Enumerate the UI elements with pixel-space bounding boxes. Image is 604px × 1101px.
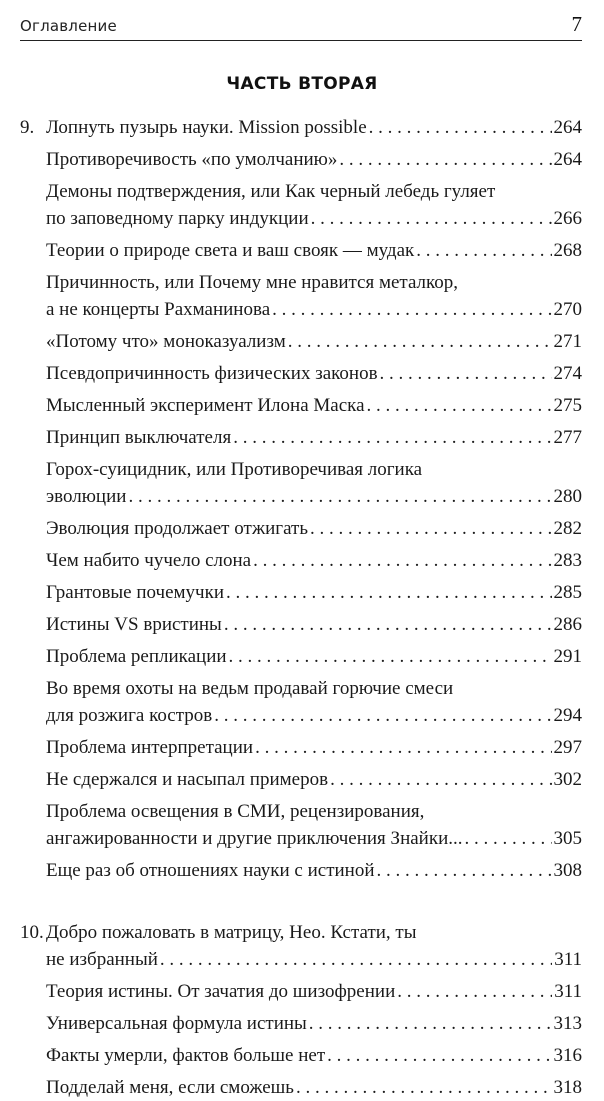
toc-entry <box>20 237 582 264</box>
toc-entry <box>20 857 582 884</box>
toc-entry <box>20 978 582 1005</box>
toc-entry-title-line: Во время охоты на ведьм продавай горючие смеси <box>46 678 454 699</box>
toc-entry <box>20 328 582 355</box>
dot-leader <box>310 515 552 542</box>
toc-entry-leader-row <box>46 611 582 638</box>
toc-entry-title-line: Теории о природе света и ваш свояк — мудак <box>46 240 415 261</box>
toc-page-number: 294 <box>553 705 582 726</box>
toc-entry-leader-row <box>46 825 582 852</box>
dot-leader <box>233 424 551 451</box>
toc-entry-title-line: Подделай меня, если сможешь <box>46 1077 294 1098</box>
toc-page-number: 285 <box>553 582 582 603</box>
dot-leader <box>377 857 552 884</box>
toc-entry-leader-row <box>46 766 582 793</box>
chapter-number: 10. <box>20 922 44 943</box>
toc-entry-leader-row <box>46 1042 582 1069</box>
toc-entry-leader-row <box>46 547 582 574</box>
toc-entry-title-line: Чем набито чучело слона <box>46 550 252 571</box>
dot-leader <box>160 946 552 973</box>
toc-entry-leader-row <box>46 360 582 387</box>
toc-page-number: 264 <box>553 149 582 170</box>
toc-entry-leader-row <box>46 734 582 761</box>
toc-entry-leader-row <box>46 643 582 670</box>
toc-entry-title-line: не избранный <box>46 949 158 970</box>
toc-entry-leader-row <box>46 1074 582 1101</box>
dot-leader <box>311 205 552 232</box>
toc-entry-leader-row <box>46 424 582 451</box>
toc-page-number: 291 <box>553 646 582 667</box>
toc-entry <box>20 178 582 232</box>
toc-entry <box>20 392 582 419</box>
toc-entry <box>20 515 582 542</box>
toc-entry <box>20 146 582 173</box>
toc-page-number: 308 <box>553 860 582 881</box>
toc-page-number: 302 <box>553 769 582 790</box>
toc-entry-title-line: Горох-суицидник, или Противоречивая логика <box>46 459 423 480</box>
dot-leader <box>128 483 551 510</box>
toc-entry-title-line: Мысленный эксперимент Илона Маска <box>46 395 365 416</box>
toc-entry <box>20 424 582 451</box>
toc-entry-leader-row <box>46 579 582 606</box>
toc-entry-title-line: «Потому что» моноказуализм <box>46 331 286 352</box>
toc-entry <box>20 675 582 729</box>
toc-entry <box>20 1074 582 1101</box>
chapter-number: 9. <box>20 117 35 138</box>
dot-leader <box>380 360 552 387</box>
toc-entry-leader-row <box>46 205 582 232</box>
dot-leader <box>416 237 551 264</box>
toc-entry <box>20 766 582 793</box>
toc-entry-leader-row <box>46 296 582 323</box>
toc-entry <box>20 643 582 670</box>
toc-entry <box>20 734 582 761</box>
toc-page-number: 286 <box>553 614 582 635</box>
dot-leader <box>224 611 552 638</box>
dot-leader <box>330 766 551 793</box>
toc-entry-leader-row <box>46 392 582 419</box>
toc-entry-leader-row <box>46 237 582 264</box>
toc-entry-title-line: Демоны подтверждения, или Как черный лебедь гуляет <box>46 181 496 202</box>
toc-entry <box>20 456 582 510</box>
toc-entry <box>20 269 582 323</box>
dot-leader <box>272 296 551 323</box>
toc-page-number: 266 <box>553 208 582 229</box>
toc-page-number: 318 <box>553 1077 582 1098</box>
toc-entry-leader-row <box>46 483 582 510</box>
dot-leader <box>296 1074 552 1101</box>
toc-entry-title-line: эволюции <box>46 486 127 507</box>
toc-entry <box>20 798 582 852</box>
dot-leader <box>465 825 552 852</box>
toc-entry-leader-row <box>46 857 582 884</box>
toc-entry-leader-row <box>46 946 582 973</box>
toc-page-number: 316 <box>553 1045 582 1066</box>
dot-leader <box>327 1042 551 1069</box>
toc-entry-title-line: Не сдержался и насыпал примеров <box>46 769 329 790</box>
dot-leader <box>253 547 551 574</box>
toc-page-number: 274 <box>553 363 582 384</box>
toc-chapter-entry <box>20 919 582 973</box>
toc-entry-title-line: Псевдопричинность физических законов <box>46 363 378 384</box>
toc-entry-title-line: Проблема интерпретации <box>46 737 254 758</box>
toc-entry-title-line: Проблема репликации <box>46 646 227 667</box>
toc-page-number: 305 <box>553 828 582 849</box>
dot-leader <box>229 643 552 670</box>
toc-page-number: 313 <box>553 1013 582 1034</box>
toc-entry-leader-row <box>46 702 582 729</box>
toc-entry-title-line: по заповедному парку индукции <box>46 208 309 229</box>
toc-entry <box>20 611 582 638</box>
part-heading: ЧАСТЬ ВТОРАЯ <box>226 74 378 94</box>
running-header <box>20 8 582 41</box>
toc-entry-title-line: ангажированности и другие приключения Знайки... <box>46 828 463 849</box>
toc-entry-title-line: Универсальная формула истины <box>46 1013 307 1034</box>
toc-page-number: 282 <box>553 518 582 539</box>
toc-page-number: 297 <box>553 737 582 758</box>
dot-leader <box>255 734 551 761</box>
toc-entry-title-line: а не концерты Рахманинова <box>46 299 271 320</box>
toc-page-number: 283 <box>553 550 582 571</box>
toc-entry-title-line: Факты умерли, фактов больше нет <box>46 1045 326 1066</box>
toc-page-number: 311 <box>554 949 582 970</box>
toc-page-number: 271 <box>553 331 582 352</box>
dot-leader <box>288 328 552 355</box>
dot-leader <box>226 579 551 606</box>
toc-entry-title-line: Эволюция продолжает отжигать <box>46 518 308 539</box>
toc-entry-title-line: Принцип выключателя <box>46 427 232 448</box>
toc-page-number: 280 <box>553 486 582 507</box>
page-number: 7 <box>571 12 582 36</box>
toc-entry-leader-row <box>46 328 582 355</box>
toc-entry-title-line: Грантовые почемучки <box>46 582 225 603</box>
dot-leader <box>369 114 552 141</box>
toc-chapter-entry <box>20 114 582 141</box>
dot-leader <box>397 978 552 1005</box>
toc-entry <box>20 547 582 574</box>
toc-entry-title-line: Теория истины. От зачатия до шизофрении <box>46 981 396 1002</box>
toc-page-number: 268 <box>553 240 582 261</box>
dot-leader <box>367 392 552 419</box>
dot-leader <box>214 702 551 729</box>
toc-entry <box>20 360 582 387</box>
toc-page-number: 270 <box>553 299 582 320</box>
dot-leader <box>309 1010 552 1037</box>
toc-entry-leader-row <box>46 978 582 1005</box>
toc-page-number: 275 <box>553 395 582 416</box>
toc-page-number: 311 <box>554 981 582 1002</box>
dot-leader <box>339 146 551 173</box>
toc-entry-title-line: Добро пожаловать в матрицу, Нео. Кстати, ты <box>46 922 417 943</box>
toc-entry <box>20 579 582 606</box>
toc-entry-title-line: Противоречивость «по умолчанию» <box>46 149 338 170</box>
toc-entry-leader-row <box>46 515 582 542</box>
toc-entry-leader-row <box>46 146 582 173</box>
toc-entry-title-line: Причинность, или Почему мне нравится металкор, <box>46 272 459 293</box>
toc-entry-title-line: Лопнуть пузырь науки. Mission possible <box>46 117 367 138</box>
toc-entry <box>20 1042 582 1069</box>
toc-page-number: 264 <box>553 117 582 138</box>
toc-page-number: 277 <box>553 427 582 448</box>
toc-entry <box>20 1010 582 1037</box>
header-title: Оглавление <box>20 17 117 35</box>
toc-entry-title-line: Проблема освещения в СМИ, рецензирования, <box>46 801 425 822</box>
toc-entry-leader-row <box>46 1010 582 1037</box>
toc-entry-leader-row <box>46 114 582 141</box>
toc-entry-title-line: для розжига костров <box>46 705 213 726</box>
toc-entry-title-line: Еще раз об отношениях науки с истиной <box>46 860 375 881</box>
toc-entry-title-line: Истины VS вристины <box>46 614 222 635</box>
